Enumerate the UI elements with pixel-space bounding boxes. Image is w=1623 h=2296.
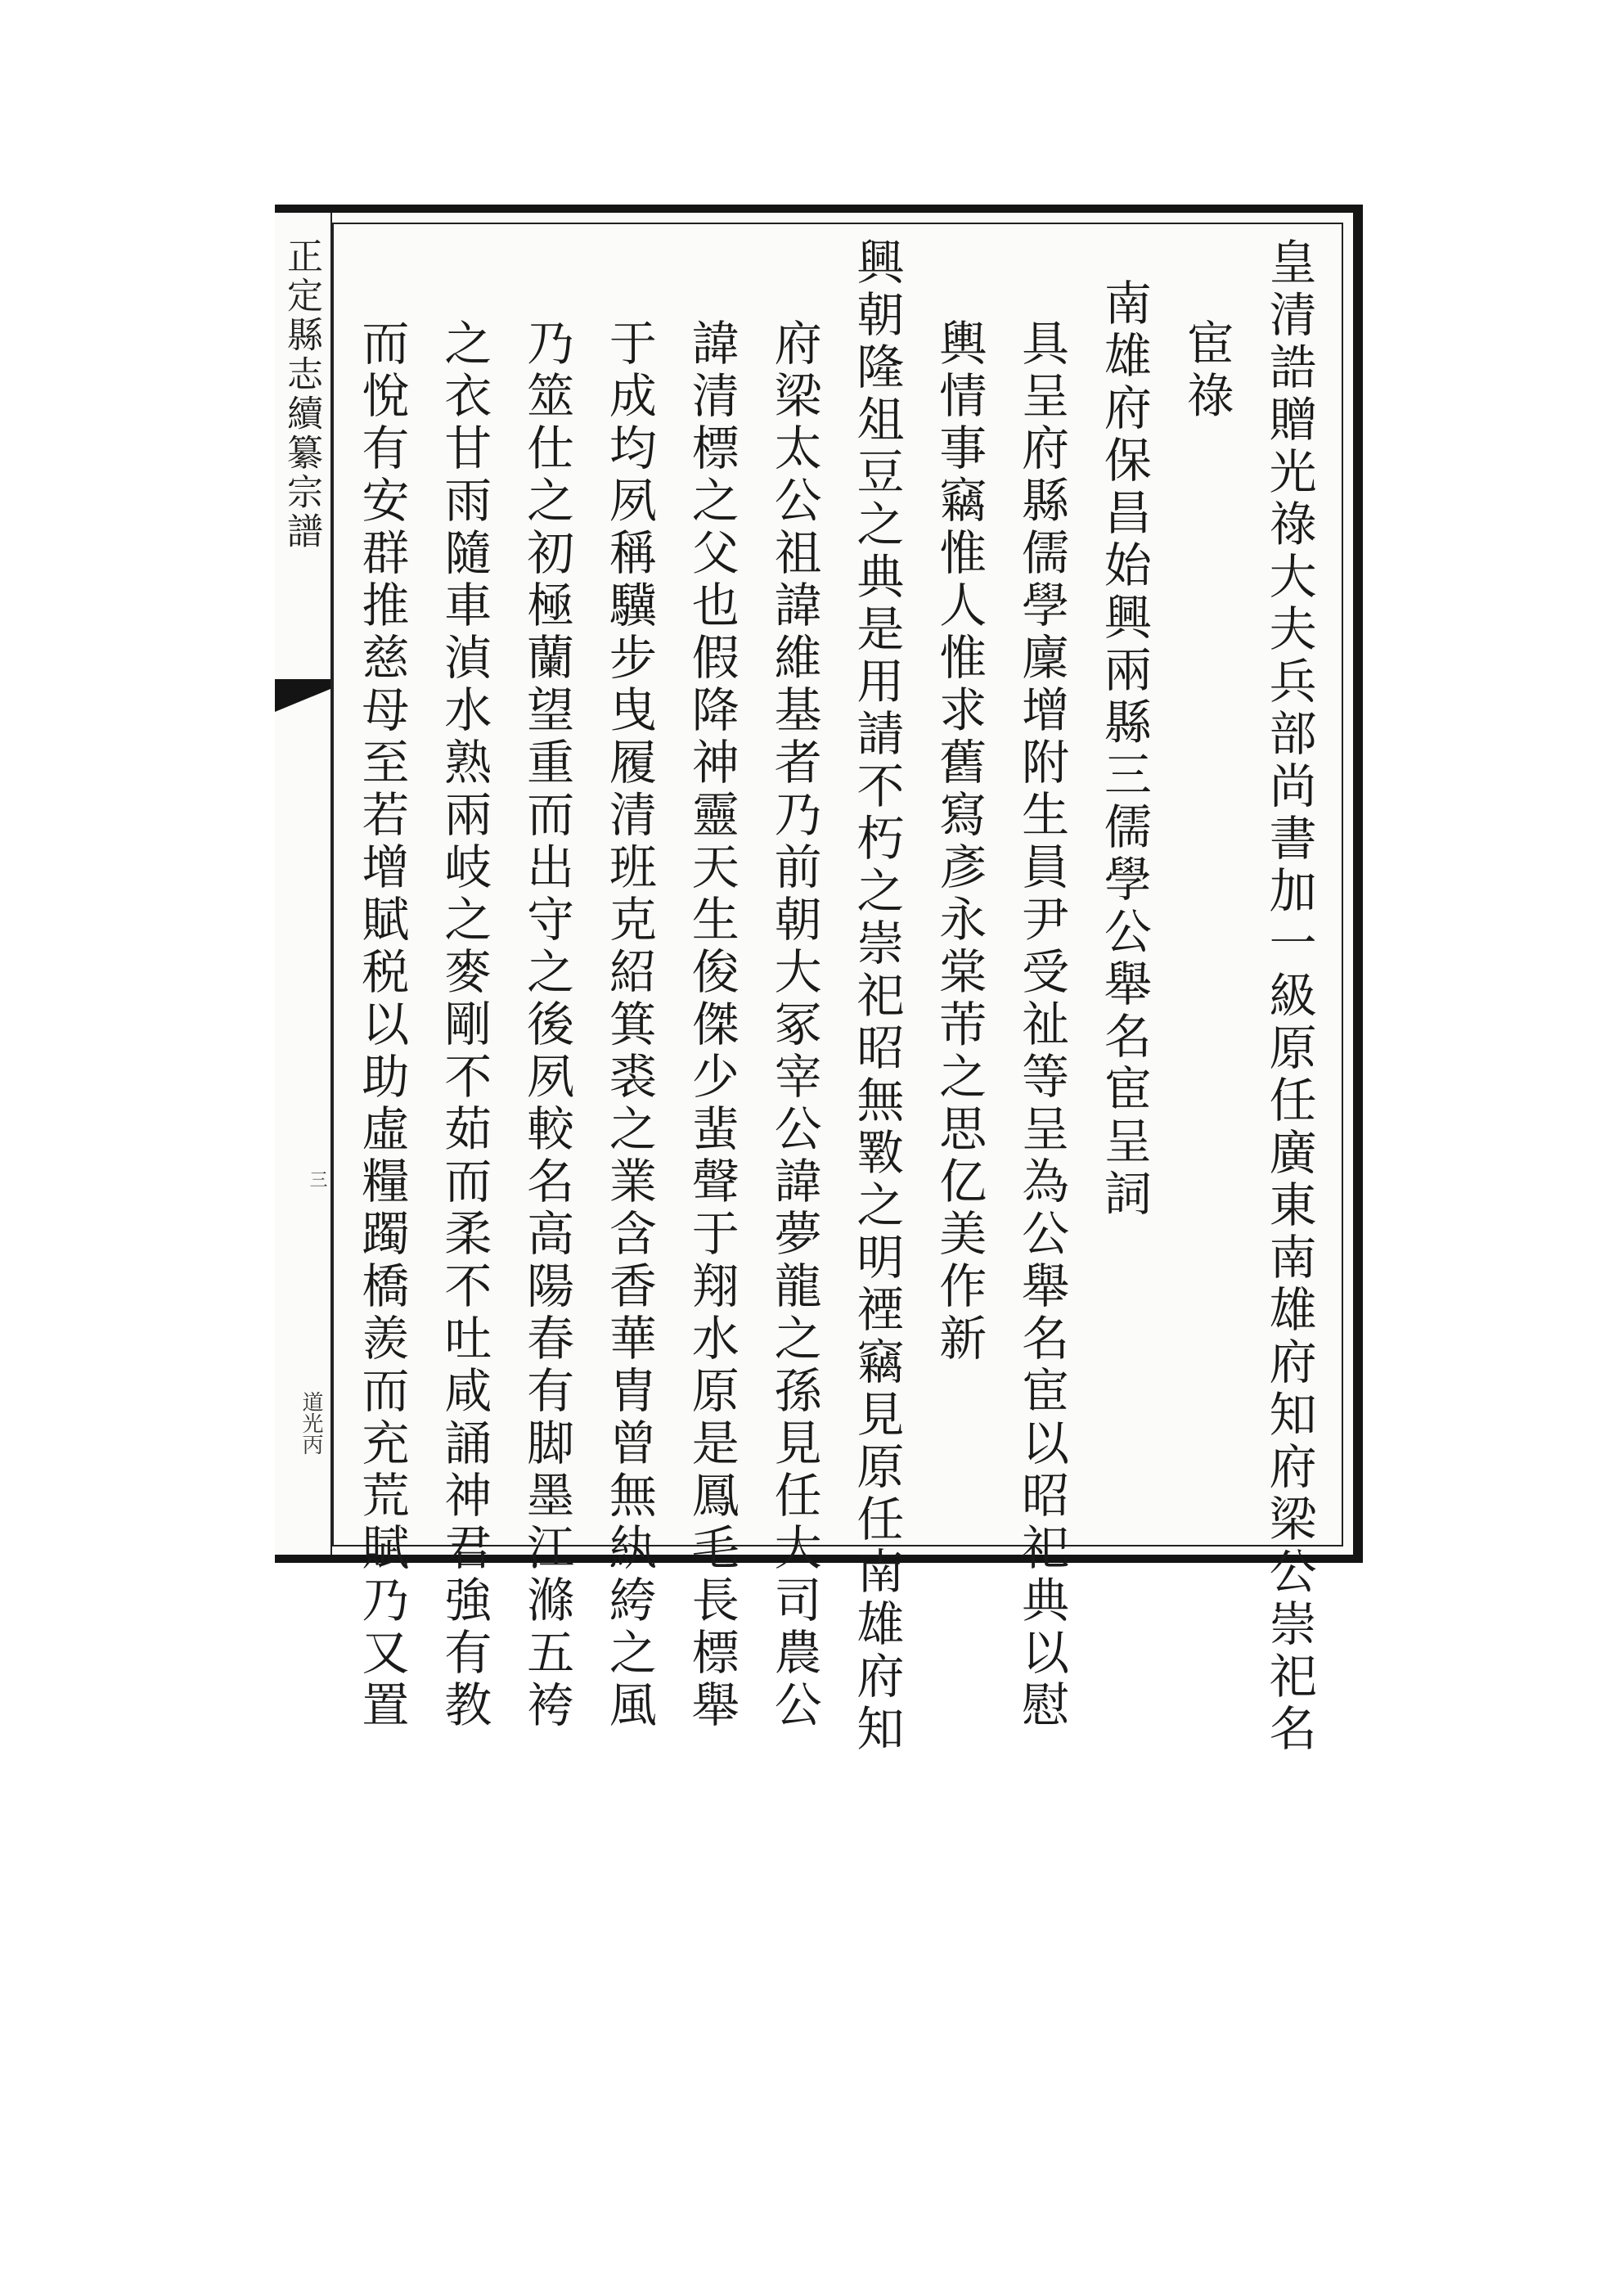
text-column: 南雄府保昌始興兩縣三儒學公舉名宦呈詞 [1095, 277, 1152, 1221]
text-column: 興朝隆俎豆之典是用請不朽之崇祀昭無斁之明禋竊見原任南雄府知 [848, 237, 905, 1756]
text-column: 之衣甘雨隨車湞水熟兩岐之麥剛不茹而柔不吐咸誦神君強有教 [436, 318, 492, 1732]
spine-title: 正定縣志續纂宗譜 [281, 237, 322, 551]
spine-era-label: 道光丙 [299, 1391, 323, 1455]
text-column: 宦祿 [1178, 318, 1234, 423]
spine-margin [275, 213, 332, 1555]
text-column: 皇清誥贈光祿大夫兵部尚書加一級原任廣東南雄府知府梁公崇祀名 [1261, 237, 1317, 1756]
spine-page-number: 三 [307, 1170, 327, 1188]
text-columns [340, 237, 1330, 1756]
text-column: 而悅有安群推慈母至若增賦税以助虛糧躅橋羨而充荒賦乃又置 [353, 318, 410, 1732]
text-column: 諱清標之父也假降神靈天生俊傑少蜚聲于翔水原是鳳毛長標舉 [683, 318, 740, 1732]
scanned-page [275, 205, 1363, 1756]
text-column: 乃筮仕之初極蘭望重而出守之後夙較名高陽春有脚墨江滌五袴 [519, 318, 575, 1732]
fishtail-mark [275, 679, 330, 712]
text-column: 輿情事竊惟人惟求舊寫彥永棠芾之思亿美作新 [931, 318, 987, 1366]
text-column: 府梁太公祖諱維基者乃前朝大冢宰公諱夢龍之孫見任大司農公 [766, 318, 822, 1732]
text-column: 具呈府縣儒學廩增附生員尹受祉等呈為公舉名宦以昭祀典以慰 [1014, 318, 1070, 1732]
text-column: 于成均夙稱驥步曳履清班克紹箕裘之業含香華胄曾無紈絝之風 [600, 318, 657, 1732]
